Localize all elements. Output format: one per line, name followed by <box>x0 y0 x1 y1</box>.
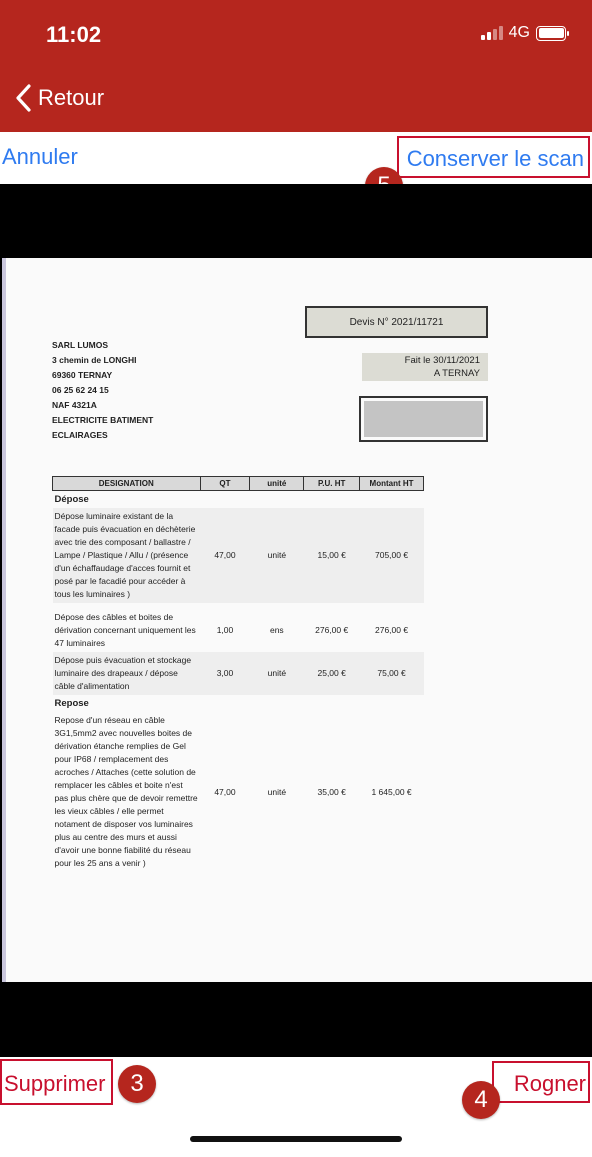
crop-button[interactable]: Rogner <box>492 1061 590 1103</box>
date-line: Fait le 30/11/2021 <box>404 355 480 366</box>
row-qt: 3,00 <box>216 668 234 678</box>
column-header: DESIGNATION <box>53 477 201 491</box>
status-indicators <box>481 24 566 42</box>
table-header-row <box>53 477 424 491</box>
paper-edge <box>2 258 6 982</box>
row-unit-price: 25,00 € <box>317 668 346 678</box>
section-row <box>53 695 424 712</box>
home-indicator[interactable] <box>190 1136 402 1142</box>
status-time: 11:02 <box>46 22 102 47</box>
keep-scan-button[interactable]: Conserver le scan <box>397 136 590 178</box>
company-line: ELECTRICITE BATIMENT <box>52 415 154 425</box>
table-row <box>53 508 424 603</box>
row-total: 1 645,00 € <box>371 786 412 797</box>
section-row <box>53 491 424 509</box>
row-qt: 1,00 <box>216 625 234 635</box>
scan-action-bar <box>0 132 592 184</box>
table-row <box>53 609 424 652</box>
scan-preview <box>0 184 592 1057</box>
stamp-box <box>359 396 488 442</box>
row-unit-price: 15,00 € <box>317 550 346 560</box>
back-button[interactable] <box>14 84 104 112</box>
table-row <box>53 652 424 695</box>
row-total: 705,00 € <box>375 550 409 560</box>
column-header: P.U. HT <box>304 477 360 491</box>
step-badge-crop: 4 <box>462 1081 500 1119</box>
chevron-left-icon <box>14 84 32 112</box>
row-total: 75,00 € <box>377 668 406 678</box>
back-label: Retour <box>38 85 105 110</box>
row-unit: unité <box>267 668 287 678</box>
company-line: ECLAIRAGES <box>52 430 108 440</box>
company-line: SARL LUMOS <box>52 340 109 350</box>
column-header: QT <box>200 477 250 491</box>
row-qt: 47,00 <box>214 550 236 560</box>
top-bar <box>0 0 592 132</box>
company-line: 3 chemin de LONGHI <box>52 355 137 365</box>
network-type: 4G <box>508 24 530 41</box>
quote-table <box>52 476 424 872</box>
row-unit-price: 276,00 € <box>315 625 349 635</box>
battery-icon <box>536 26 566 41</box>
delete-button[interactable]: Supprimer <box>0 1059 113 1105</box>
date-box <box>362 353 488 381</box>
row-unit: unité <box>267 786 287 797</box>
section-title: Repose <box>54 698 89 709</box>
row-total: 276,00 € <box>375 625 409 635</box>
quote-number-box <box>305 306 488 338</box>
signal-icon <box>481 26 503 40</box>
step-badge-delete: 3 <box>118 1065 156 1103</box>
row-designation: Dépose luminaire existant de la facade puis évacuation en déchèterie avec trie des composant / ballastre / Lampe / Plastique / Allu / (présence d'un échaffaudage d'acces fournit et posé par le facadié pour accéder à tous les luminaires ) <box>54 511 196 599</box>
table-row <box>53 712 424 872</box>
company-info <box>52 338 153 443</box>
cancel-button[interactable]: Annuler <box>2 144 78 169</box>
column-header: Montant HT <box>360 477 424 491</box>
row-designation: Repose d'un réseau en câble 3G1,5mm2 avec nouvelles boites de dérivation étanche remplies de Gel pour IP68 / remplacement des acroches / Attaches (cette solution de remplacer les câbles et boite n'est pas plus chère que de devoir remettre les vieux câbles / elle permet notament de disposer vos luminaires plus au centre des murs et aussi d'avoir une bonne fiabilité du réseau pour les 25 ans a venir ) <box>54 715 198 868</box>
row-designation: Dépose des câbles et boites de dérivation concernant uniquement les 47 luminaires <box>54 612 196 648</box>
row-designation: Dépose puis évacuation et stockage luminaire des drapeaux / dépose câble d'alimentation <box>54 655 192 691</box>
scanned-document <box>2 258 592 982</box>
section-title: Dépose <box>54 494 89 505</box>
row-unit-price: 35,00 € <box>317 786 346 797</box>
row-unit: ens <box>269 625 284 635</box>
bottom-action-bar <box>0 1057 592 1157</box>
company-line: 06 25 62 24 15 <box>52 385 109 395</box>
row-qt: 47,00 <box>214 786 236 797</box>
company-line: NAF 4321A <box>52 400 97 410</box>
column-header: unité <box>250 477 304 491</box>
row-unit: unité <box>267 550 287 560</box>
quote-number: Devis N° 2021/11721 <box>349 316 444 328</box>
place-line: A TERNAY <box>433 368 480 379</box>
company-line: 69360 TERNAY <box>52 370 113 380</box>
